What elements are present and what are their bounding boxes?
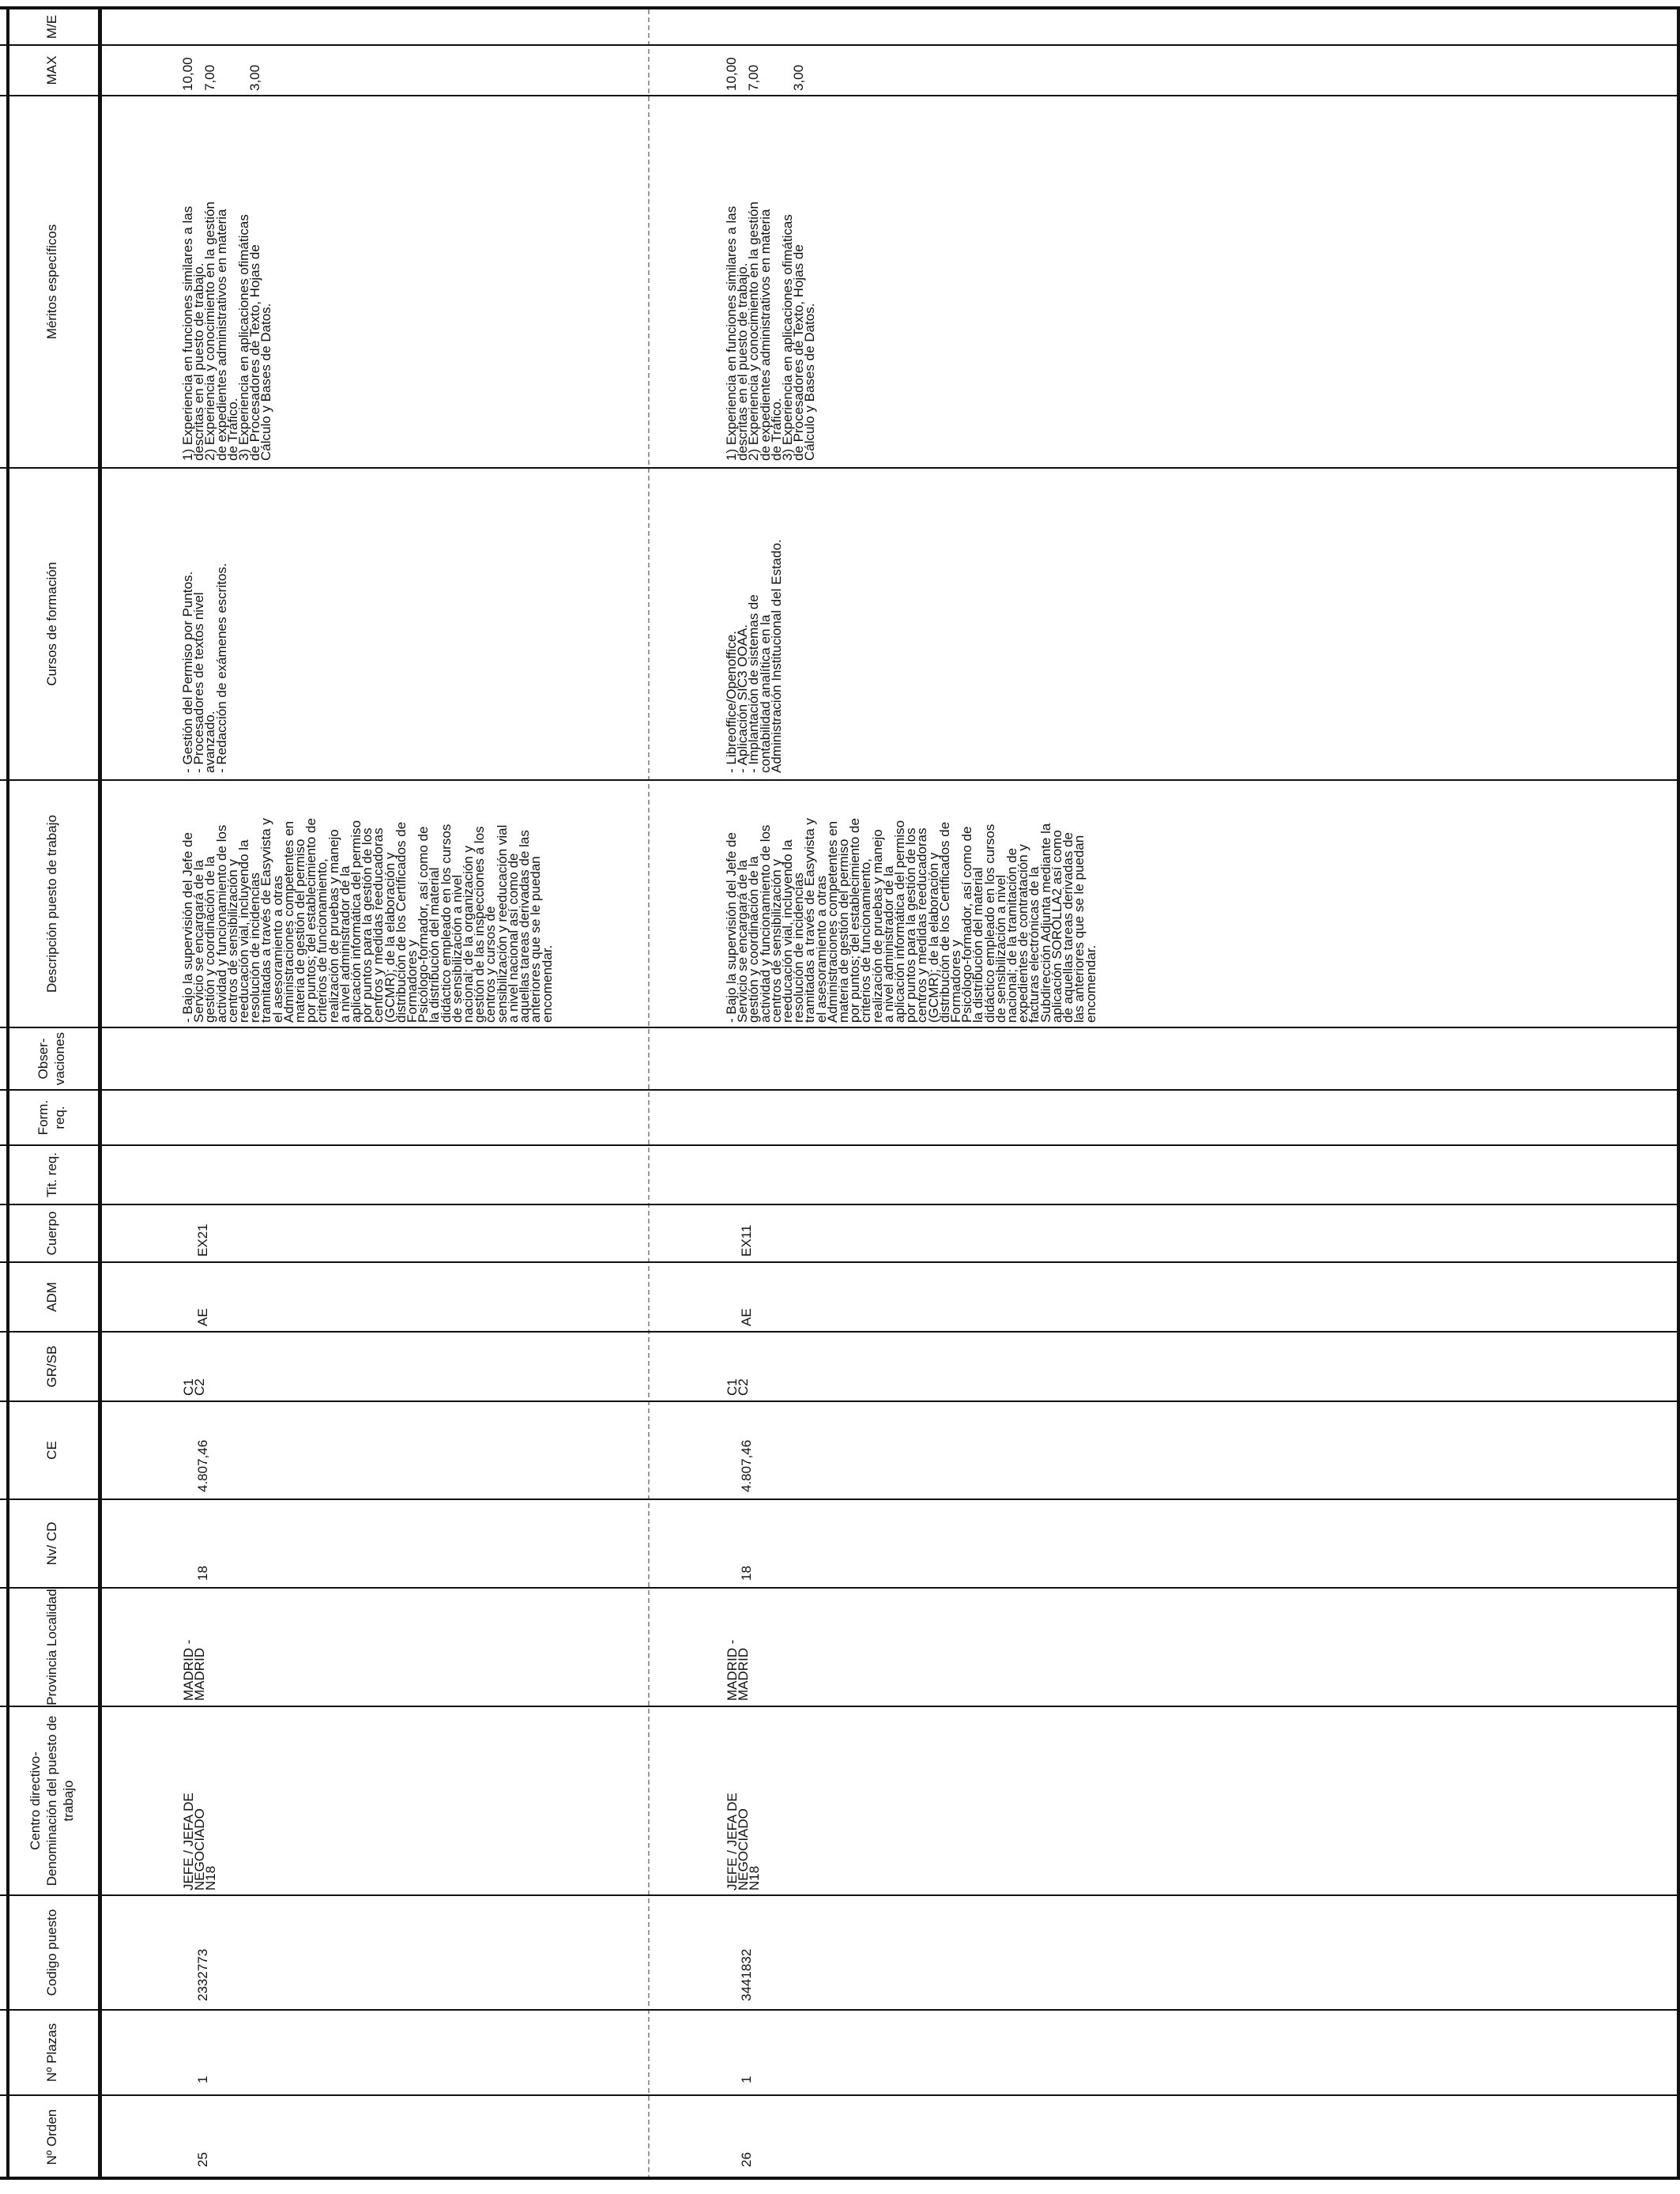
cell-codigo: 2332773 — [195, 1948, 210, 2001]
column-divider — [0, 1498, 1680, 1500]
cell-max-2: 7,00 — [202, 64, 217, 91]
header-meritos: Méritos específicos — [43, 224, 59, 340]
header-adm: ADM — [43, 1282, 59, 1312]
header-plazas: Nº Plazas — [43, 2022, 59, 2083]
cell-adm: AE — [739, 1308, 754, 1326]
header-grupo: GR/SB — [43, 1345, 59, 1388]
header-max: MAX — [43, 55, 59, 85]
cell-orden: 25 — [195, 2152, 210, 2167]
cell-max-3: 3,00 — [247, 64, 262, 91]
header-bottom-border-inner — [100, 9, 102, 2180]
cell-max-2: 7,00 — [746, 64, 761, 91]
header-descripcion: Descripción puesto de trabajo — [43, 815, 59, 993]
header-cuerpo: Cuerpo — [43, 1211, 59, 1256]
cell-ce: 4.807,46 — [739, 1439, 754, 1492]
column-divider — [0, 2009, 1680, 2011]
table-right-border — [0, 6, 1680, 9]
cell-max-1: 10,00 — [724, 57, 739, 91]
column-divider — [0, 467, 1680, 469]
column-divider — [0, 1027, 1680, 1028]
column-divider — [0, 1706, 1680, 1707]
column-divider — [0, 2094, 1680, 2096]
column-divider — [0, 1144, 1680, 1146]
cell-grupo: C1 C2 — [725, 1378, 751, 1396]
cell-codigo: 3441832 — [739, 1948, 754, 2001]
cell-centro: JEFE / JEFA DE NEGOCIADO N18 — [725, 1793, 763, 1891]
column-divider — [0, 1261, 1680, 1263]
cell-plazas: 1 — [739, 2075, 754, 2083]
header-me: M/E — [43, 14, 59, 40]
cell-meritos: 1) Experiencia en funciones similares a las descritas en el puesto de trabajo. 2) Experiencia y conocimiento en la gestión de expedientes administrativos en materia de Tráfico. 3) Experiencia en aplicaciones ofimáticas de Procesadores de Texto, Hojas de Cálculo y Bases de Datos. — [724, 202, 818, 461]
cell-provincia: MADRID - MADRID — [181, 1639, 208, 1701]
cell-descripcion: - Bajo la supervisión del Jefe de Servicio se encargará de la gestión y coordinación de la actividad y funcionamiento de los centros de sensibilización y reeducación vial, incluyendo la resolución de incidencias tramitadas a través de Easyvista y el asesoramiento a otras Administraciones competentes en materia de gestión del permiso por puntos; del establecimiento de criterios de funcionamiento, realización de pruebas y manejo a nivel administrador de la aplicación informática del permiso por puntos para la gestión de los centros y medidas reeducadoras (GCMR); de la elaboración y distribución de los Certificados de Formadores y Psicólogo-formador, así como de la distribución del material didáctico empleado en los cursos de sensibilización a nivel nacional; de la tramitación de expedientes de contratación y facturas electrónicas de la Subdirección Adjunta mediante la aplicación SOROLLA2 así como de aquellas tareas derivadas de las anteriores que se le puedan encomendar. — [724, 818, 1098, 1023]
cell-adm: AE — [195, 1308, 210, 1326]
header-cursos: Cursos de formación — [43, 562, 59, 686]
table-left-border — [0, 2177, 1680, 2180]
table-bottom-border — [1677, 9, 1680, 2180]
column-divider — [0, 1089, 1680, 1091]
column-divider — [0, 1331, 1680, 1333]
cell-plazas: 1 — [195, 2075, 210, 2083]
header-formacion: Form. req. — [36, 1099, 67, 1136]
header-observaciones: Obser- vaciones — [36, 1031, 67, 1086]
cell-centro: JEFE / JEFA DE NEGOCIADO N18 — [181, 1793, 219, 1891]
cell-max-1: 10,00 — [180, 57, 195, 91]
column-divider — [0, 1204, 1680, 1205]
row-separator — [648, 9, 650, 2180]
cell-descripcion: - Bajo la supervisión del Jefe de Servicio se encargará de la gestión y coordinación de la actividad y funcionamiento de los centros de sensibilización y reeducación vial, incluyendo la resolución de incidencias tramitadas a través de Easyvista y el asesoramiento a otras Administraciones competentes en materia de gestión del permiso por puntos; del establecimiento de criterios de funcionamiento, realización de pruebas y manejo a nivel administrador de la aplicación informática del permiso por puntos para la gestión de los centros y medidas reeducadoras (GCMR); de la elaboración y distribución de los Certificados de Formadores y Psicólogo-formador, así como de la distribución del material didáctico empleado en los cursos de sensibilización a nivel nacional; de la organización y gestión de las inspecciones a los centros y cursos de sensibilización y reeducación vial a nivel nacional así como de aquellas tareas derivadas de las anteriores que se le puedan encomendar. — [180, 818, 555, 1023]
header-codigo: Codigo puesto — [43, 1909, 59, 1996]
cell-ce: 4.807,46 — [195, 1439, 210, 1492]
column-divider — [0, 44, 1680, 46]
cell-nivel: 18 — [739, 1566, 754, 1581]
cell-orden: 26 — [739, 2152, 754, 2167]
cell-grupo: C1 C2 — [181, 1378, 208, 1396]
header-nivel: Nv/ CD — [43, 1521, 59, 1566]
cell-max-3: 3,00 — [791, 64, 806, 91]
cell-meritos: 1) Experiencia en funciones similares a las descritas en el puesto de trabajo. 2) Experiencia y conocimiento en la gestión de expedientes administrativos en materia de Tráfico. 3) Experiencia en aplicaciones ofimáticas de Procesadores de Texto, Hojas de Cálculo y Bases de Datos. — [180, 202, 274, 461]
header-orden: Nº Orden — [43, 2109, 59, 2166]
cell-cursos: - Libreoffice/Openoffice. - Aplicación SIC3 OOAA. - Implantación de sistemas de contabilidad analítica en la Administración Institucional del Estado. — [724, 539, 784, 773]
cell-cursos: - Gestión del Permiso por Puntos. - Procesadores de textos nivel avanzado. - Redacción de exámenes escritos. — [180, 563, 229, 773]
header-ce: CE — [43, 1441, 59, 1460]
cell-nivel: 18 — [195, 1566, 210, 1581]
cell-cuerpo: EX11 — [739, 1224, 754, 1257]
column-divider — [0, 1587, 1680, 1589]
header-centro: Centro directivo- Denominación del puesto de trabajo — [27, 1715, 76, 1887]
cell-cuerpo: EX21 — [195, 1223, 210, 1257]
column-divider — [0, 1894, 1680, 1896]
cell-provincia: MADRID - MADRID — [725, 1639, 751, 1701]
header-titulacion: Tit. req. — [43, 1152, 59, 1197]
header-provincia: Provincia Localidad — [43, 1589, 59, 1706]
column-divider — [0, 1400, 1680, 1402]
